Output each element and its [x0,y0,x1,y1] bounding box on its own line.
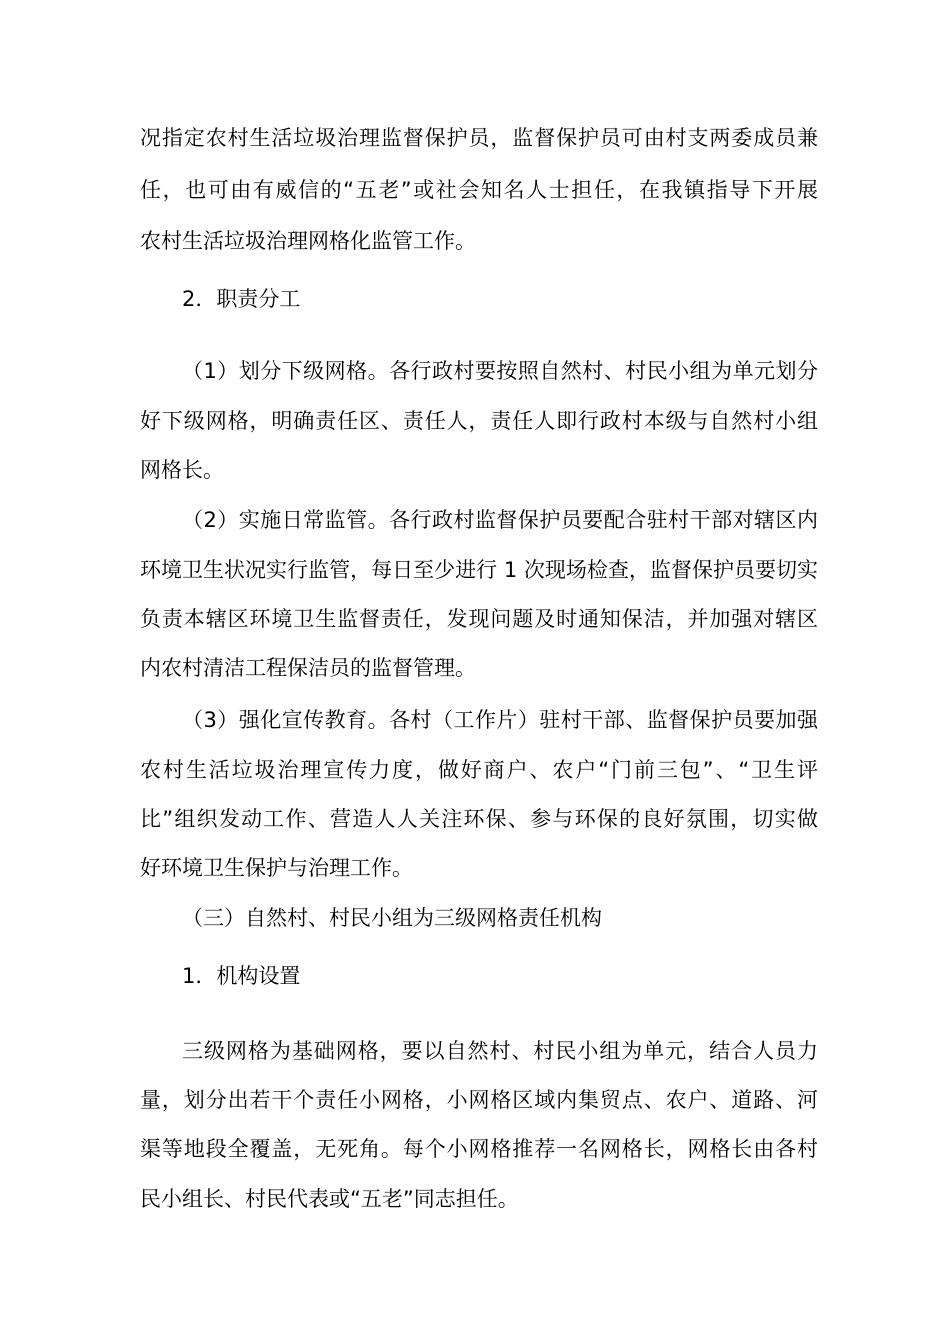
section-heading: （三）自然村、村民小组为三级网格责任机构 [182,906,602,930]
text-line: （1）划分下级网格。各行政村要按照自然村、村民小组为单元划分 [182,359,818,383]
text-line: （2）实施日常监管。各行政村监督保护员要配合驻村干部对辖区内 [182,508,818,532]
text-line: 渠等地段全覆盖，无死角。每个小网格推荐一名网格长，网格长由各村 [140,1137,818,1161]
text-line: 环境卫生状况实行监管，每日至少进行 1 次现场检查，监督保护员要切实 [140,558,818,582]
text-line: 民小组长、村民代表或“五老”同志担任。 [140,1187,519,1211]
text-line: 量，划分出若干个责任小网格，小网格区域内集贸点、农户、道路、河 [140,1088,818,1112]
text-line: 好环境卫生保护与治理工作。 [140,856,413,880]
text-line: 比”组织发动工作、营造人人关注环保、参与环保的良好氛围，切实做 [140,807,818,831]
text-line: 负责本辖区环境卫生监督责任，发现问题及时通知保洁，并加强对辖区 [140,607,818,631]
section-heading: 1．机构设置 [182,964,301,988]
text-line: 三级网格为基础网格，要以自然村、村民小组为单元，结合人员力 [182,1039,818,1063]
text-line: 任，也可由有威信的“五老”或社会知名人士担任，在我镇指导下开展 [140,178,818,202]
text-line: 好下级网格，明确责任区、责任人，责任人即行政村本级与自然村小组 [140,409,818,433]
text-line: 农村生活垃圾治理宣传力度，做好商户、农户“门前三包”、“卫生评 [140,758,818,782]
section-heading: 2．职责分工 [182,287,301,311]
text-line: 况指定农村生活垃圾治理监督保护员，监督保护员可由村支两委成员兼 [140,126,818,150]
text-line: （3）强化宣传教育。各村（工作片）驻村干部、监督保护员要加强 [182,708,818,732]
text-line: 网格长。 [140,458,224,482]
text-line: 内农村清洁工程保洁员的监督管理。 [140,656,476,680]
text-line: 农村生活垃圾治理网格化监管工作。 [140,229,476,253]
